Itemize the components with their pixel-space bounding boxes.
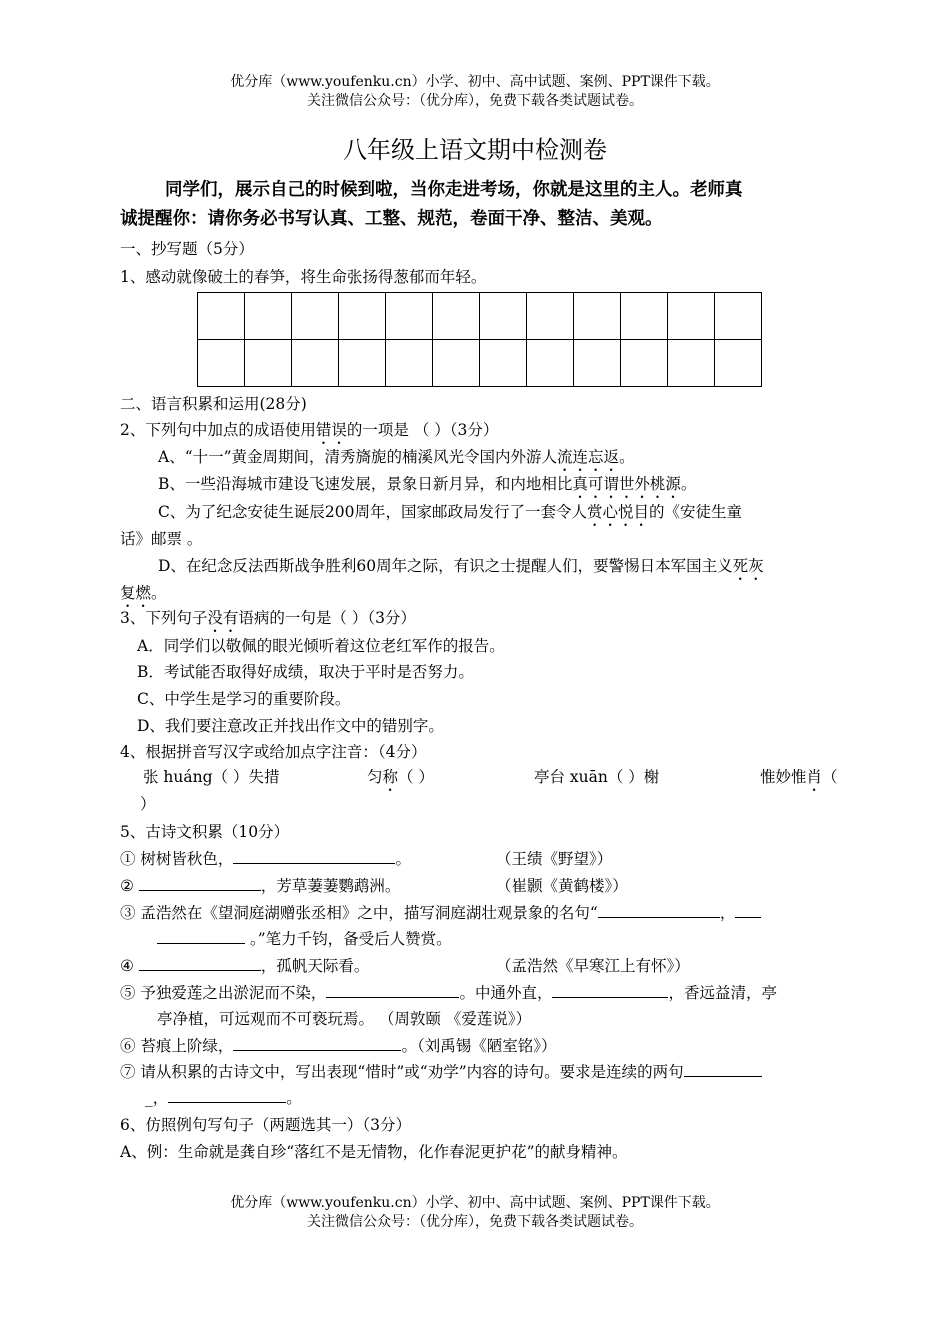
q2-stem-pre: 2、下列句中加点的成语使用 [120, 421, 316, 439]
q2-d-pre: D、在纪念反法西斯战争胜利60周年之际，有识之士提醒人们，要警惕日本军国主义 [158, 557, 733, 575]
q3-option-c[interactable]: C、中学生是学习的重要阶段。 [137, 690, 351, 708]
q4-item-3[interactable]: 亭台 xuān（ ）榭 [534, 768, 660, 786]
q5-l7-pre: ⑦ 请从积累的古诗文中，写出表现“惜时”或“劝学”内容的诗句。要求是连续的两句 [120, 1063, 684, 1081]
section2-heading: 二、语言积累和运用(28分) [120, 395, 307, 413]
q4-item-4[interactable] [760, 766, 838, 795]
q3-option-b[interactable]: B．考试能否取得好成绩，取决于平时是否努力。 [137, 663, 474, 681]
q5-line-3 [120, 902, 761, 924]
q2-option-c-line2: 话》邮票 。 [120, 530, 203, 548]
grid-cell[interactable] [386, 340, 433, 387]
q2-stem [120, 419, 498, 448]
q4-item-2-pre: 匀 [367, 768, 383, 786]
q2-a-pre: A、“十一”黄金周期间，清秀旖旎的楠溪风光令国内外游人 [158, 448, 558, 466]
q3-option-d[interactable]: D、我们要注意改正并找出作文中的错别字。 [137, 717, 444, 735]
q2-c-post: 的《安徒生童 [648, 503, 742, 521]
q5-line-2 [120, 875, 400, 897]
answer-blank[interactable] [139, 876, 261, 891]
q5-line-1 [120, 848, 411, 870]
q5-line-5b: 亭净植，可远观而不可亵玩焉。 （周敦颐 《爱莲说》） [157, 1010, 532, 1028]
grid-cell[interactable] [292, 293, 339, 340]
answer-blank[interactable] [326, 983, 459, 998]
grid-cell[interactable] [621, 293, 668, 340]
q2-a-post: 。 [619, 448, 635, 466]
answer-blank[interactable] [552, 983, 668, 998]
q2-option-a[interactable] [158, 446, 635, 475]
q5-l5-post: ，香远益清，亭 [668, 984, 777, 1002]
grid-cell[interactable] [715, 340, 762, 387]
answer-blank[interactable] [735, 903, 761, 918]
q5-l3-mid: ， [719, 904, 736, 922]
q5-l3-text: ③ 孟浩然在《望洞庭湖赠张丞相》之中，描写洞庭湖壮观景象的名句“ [120, 904, 598, 922]
q3-option-a[interactable]: A．同学们以敬佩的眼光倾听着这位老红军作的报告。 [137, 637, 505, 655]
q5-line-4 [120, 955, 369, 977]
q5-l7-a: _， [145, 1089, 169, 1107]
q2-option-b[interactable] [158, 473, 696, 502]
grid-cell[interactable] [621, 340, 668, 387]
q3-stem [120, 607, 416, 636]
q4-item-4-close: ） [140, 795, 156, 813]
q3-dotted-word: 没有 [207, 609, 239, 627]
q2-option-d[interactable] [158, 555, 764, 584]
q5-line-6 [120, 1035, 556, 1057]
q6-heading: 6、仿照例句写句子（两题选其一）（3分） [120, 1116, 411, 1134]
grid-cell[interactable] [574, 293, 621, 340]
q4-heading: 4、根据拼音写汉字或给加点字注音：（4分） [120, 743, 427, 761]
grid-cell[interactable] [339, 340, 386, 387]
grid-cell[interactable] [668, 340, 715, 387]
q5-l4-source: （孟浩然《早寒江上有怀》） [496, 957, 690, 975]
q5-l1-text: ① 树树皆秋色， [120, 850, 234, 868]
grid-cell[interactable] [668, 293, 715, 340]
grid-cell[interactable] [574, 340, 621, 387]
q5-line-7 [120, 1061, 762, 1083]
grid-cell[interactable] [527, 340, 574, 387]
q5-l4-end: ，孤帆天际看。 [260, 957, 370, 975]
q2-d-dotted-2: 复燃 [120, 584, 152, 602]
answer-blank[interactable] [139, 956, 261, 971]
q5-l5-pre: ⑤ 予独爱莲之出淤泥而不染， [120, 984, 327, 1002]
q2-d-dotted-1: 死灰 [732, 557, 764, 575]
copy-grid[interactable] [197, 292, 762, 387]
grid-cell[interactable] [715, 293, 762, 340]
q4-item-2-dotted: 称 [382, 768, 399, 786]
page-title: 八年级上语文期中检测卷 [343, 136, 607, 164]
grid-cell[interactable] [245, 340, 292, 387]
q3-stem-pre: 3、下列句子 [120, 609, 208, 627]
q5-l7-b: 。 [286, 1089, 302, 1107]
q5-l5-mid: 。中通外直， [459, 984, 553, 1002]
q4-item-1[interactable]: 张 huáng（ ）失措 [143, 768, 280, 786]
header-line-2: 关注微信公众号：（优分库），免费下载各类试题试卷。 [307, 93, 643, 109]
grid-cell[interactable] [292, 340, 339, 387]
q5-heading: 5、古诗文积累（10分） [120, 823, 290, 841]
q5-line-5 [120, 982, 777, 1004]
section1-heading: 一、抄写题（5分） [120, 240, 254, 258]
grid-cell[interactable] [480, 293, 527, 340]
q2-option-c[interactable] [158, 501, 742, 530]
footer-line-2: 关注微信公众号：（优分库），免费下载各类试题试卷。 [307, 1214, 643, 1230]
q4-item-2-post: （ ） [398, 768, 434, 786]
grid-cell[interactable] [433, 340, 480, 387]
q2-a-dotted: 流连忘返 [557, 448, 620, 466]
q5-l2-end: ，芳草萋萋鹦鹉洲。 [260, 877, 401, 895]
q5-l2-text: ② [120, 877, 134, 895]
q2-stem-post: 的一项是 （ ）（3分） [346, 421, 499, 439]
grid-cell[interactable] [198, 340, 245, 387]
q4-item-4-post: （ [822, 768, 838, 786]
grid-cell[interactable] [245, 293, 292, 340]
q3-stem-post: 语病的一句是（ ）（3分） [238, 609, 416, 627]
grid-cell[interactable] [527, 293, 574, 340]
grid-cell[interactable] [339, 293, 386, 340]
intro-line-1: 同学们，展示自己的时候到啦，当你走进考场，你就是这里的主人。老师真 [165, 180, 743, 200]
q4-item-2[interactable] [367, 766, 434, 795]
answer-blank[interactable] [233, 849, 395, 864]
q5-l6-pre: ⑥ 苔痕上阶绿， [120, 1037, 234, 1055]
q5-l6-post: 。（刘禹锡《陋室铭》） [401, 1037, 557, 1055]
grid-cell[interactable] [198, 293, 245, 340]
grid-cell[interactable] [433, 293, 480, 340]
grid-cell[interactable] [386, 293, 433, 340]
q2-c-pre: C、为了纪念安徒生诞辰200周年，国家邮政局发行了一套令人 [158, 503, 587, 521]
answer-blank[interactable] [598, 903, 720, 918]
q5-l3-cont: 。”笔力千钧，备受后人赞赏。 [249, 930, 452, 948]
q5-l1-source: （王绩《野望》） [496, 850, 613, 868]
q5-l4-text: ④ [120, 957, 134, 975]
grid-row [198, 340, 762, 387]
footer-line-1: 优分库（www.youfenku.cn）小学、初中、高中试题、案例、PPT课件下载。 [230, 1195, 720, 1211]
q5-l1-end: 。 [395, 850, 411, 868]
q2-c-dotted: 赏心悦目 [586, 503, 649, 521]
q5-line-3b [157, 928, 452, 950]
q4-item-4-dotted: 肖 [806, 768, 823, 786]
q5-l2-source: （崔颢《黄鹤楼》） [496, 877, 628, 895]
grid-row [198, 293, 762, 340]
answer-blank[interactable] [684, 1062, 762, 1077]
q2-d-post: 。 [151, 584, 167, 602]
q4-item-4-pre: 惟妙惟 [760, 768, 807, 786]
header-line-1: 优分库（www.youfenku.cn）小学、初中、高中试题、案例、PPT课件下载。 [230, 74, 720, 90]
q1-text: 1、感动就像破土的春笋，将生命张扬得葱郁而年轻。 [120, 268, 487, 286]
grid-cell[interactable] [480, 340, 527, 387]
q2-dotted-word: 错误 [315, 421, 347, 439]
q5-line-7b [145, 1087, 302, 1109]
q2-b-dotted: 真可谓世外桃源 [572, 475, 681, 493]
answer-blank[interactable] [168, 1088, 286, 1103]
intro-line-2: 诚提醒你：请你务必书写认真、工整、规范，卷面干净、整洁、美观。 [120, 209, 663, 229]
answer-blank[interactable] [233, 1036, 401, 1051]
q2-b-pre: B、一些沿海城市建设飞速发展，景象日新月异，和内地相比 [158, 475, 573, 493]
q6-option-a: A、例：生命就是龚自珍“落红不是无情物，化作春泥更护花”的献身精神。 [120, 1143, 628, 1161]
answer-blank[interactable] [157, 929, 245, 944]
q2-b-post: 。 [680, 475, 697, 493]
